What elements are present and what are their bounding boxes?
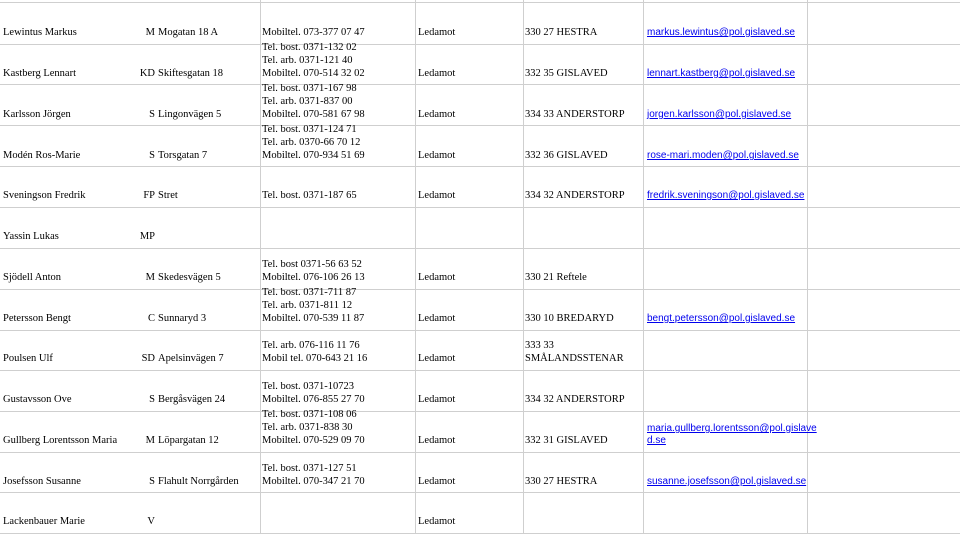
phone-number: Mobiltel. 076-106 26 13	[262, 272, 365, 283]
street-address: Skedesvägen 5	[158, 272, 221, 283]
member-name: Lewintus Markus	[3, 27, 77, 38]
grid-row-line	[0, 125, 960, 126]
email-text: maria.gullberg.lorentsson@pol.gislave	[647, 423, 817, 434]
party-code: C	[147, 313, 155, 324]
postal-address: 332 31 GISLAVED	[525, 435, 608, 446]
role-label: Ledamot	[418, 353, 456, 364]
phone-number: Tel. arb. 0371-811 12	[262, 300, 353, 311]
grid-column-line	[415, 0, 416, 533]
email-link[interactable]	[647, 190, 804, 202]
grid-column-line	[260, 0, 261, 533]
phone-number: Tel. bost. 0371-711 87	[262, 287, 357, 298]
party-code: M	[145, 27, 155, 38]
grid-row-line	[0, 84, 960, 85]
street-address: Bergåsvägen 24	[158, 394, 226, 405]
email-link[interactable]	[647, 27, 795, 39]
member-name: Kastberg Lennart	[3, 68, 76, 79]
email-text: lennart.kastberg@pol.gislaved.se	[647, 68, 796, 79]
party-code: S	[149, 394, 155, 405]
grid-column-line	[643, 0, 644, 533]
grid-row-line	[0, 207, 960, 208]
party-code: KD	[139, 68, 155, 79]
email-text: jorgen.karlsson@pol.gislaved.se	[647, 109, 792, 120]
phone-number: Tel. arb. 0371-838 30	[262, 422, 353, 433]
role-label: Ledamot	[418, 272, 456, 283]
grid-row-line	[0, 289, 960, 290]
member-name: Josefsson Susanne	[3, 476, 81, 487]
role-label: Ledamot	[418, 150, 456, 161]
street-address: Stret	[158, 190, 178, 201]
phone-number: Mobiltel. 070-539 11 87	[262, 313, 365, 324]
member-name: Sjödell Anton	[3, 272, 62, 283]
street-address: Lingonvägen 5	[158, 109, 222, 120]
phone-number: Mobiltel. 070-347 21 70	[262, 476, 365, 487]
grid-row-line	[0, 2, 960, 3]
phone-number: Mobiltel. 073-377 07 47	[262, 27, 365, 38]
street-address: Skiftesgatan 18	[158, 68, 224, 79]
postal-address: 334 32 ANDERSTORP	[525, 394, 625, 405]
role-label: Ledamot	[418, 476, 456, 487]
member-name: Petersson Bengt	[3, 313, 71, 324]
member-name: Yassin Lukas	[3, 231, 59, 242]
postal-address: SMÅLANDSSTENAR	[525, 353, 624, 364]
member-name: Lackenbauer Marie	[3, 516, 85, 527]
phone-number: Tel. bost. 0371-108 06	[262, 409, 357, 420]
postal-address: 332 36 GISLAVED	[525, 150, 608, 161]
email-link[interactable]	[647, 68, 795, 80]
postal-address: 330 27 HESTRA	[525, 476, 598, 487]
phone-number: Tel. bost. 0371-132 02	[262, 42, 357, 53]
grid-row-line	[0, 452, 960, 453]
grid-row-line	[0, 166, 960, 167]
role-label: Ledamot	[418, 516, 456, 527]
party-code: FP	[143, 190, 155, 201]
member-name: Poulsen Ulf	[3, 353, 53, 364]
party-code: MP	[139, 231, 155, 242]
role-label: Ledamot	[418, 435, 456, 446]
phone-number: Mobiltel. 070-934 51 69	[262, 150, 365, 161]
party-code: V	[147, 516, 155, 527]
street-address: Torsgatan 7	[158, 150, 208, 161]
grid-row-line	[0, 44, 960, 45]
postal-address: 334 33 ANDERSTORP	[525, 109, 625, 120]
grid-row-line	[0, 370, 960, 371]
role-label: Ledamot	[418, 109, 456, 120]
phone-number: Tel. bost. 0371-124 71	[262, 124, 357, 135]
member-name: Karlsson Jörgen	[3, 109, 71, 120]
email-text: markus.lewintus@pol.gislaved.se	[647, 27, 795, 38]
party-code: S	[149, 109, 155, 120]
party-code: SD	[141, 353, 155, 364]
role-label: Ledamot	[418, 394, 456, 405]
grid-row-line	[0, 411, 960, 412]
role-label: Ledamot	[418, 313, 456, 324]
postal-address: 330 27 HESTRA	[525, 27, 598, 38]
street-address: Flahult Norrgården	[158, 476, 239, 487]
email-link[interactable]	[647, 423, 817, 447]
member-name: Gustavsson Ove	[3, 394, 72, 405]
email-link[interactable]	[647, 109, 791, 121]
email-text: rose-mari.moden@pol.gislaved.se	[647, 150, 799, 161]
party-code: M	[145, 272, 155, 283]
role-label: Ledamot	[418, 27, 456, 38]
party-code: S	[149, 150, 155, 161]
postal-address: 330 10 BREDARYD	[525, 313, 614, 324]
street-address: Mogatan 18 A	[158, 27, 219, 38]
phone-number: Tel. bost. 0371-10723	[262, 381, 355, 392]
email-link[interactable]	[647, 476, 806, 488]
email-text: bengt.petersson@pol.gislaved.se	[647, 313, 796, 324]
phone-number: Tel. arb. 076-116 11 76	[262, 340, 360, 351]
street-address: Löpargatan 12	[158, 435, 219, 446]
grid-row-line	[0, 330, 960, 331]
member-name: Sveningson Fredrik	[3, 190, 86, 201]
role-label: Ledamot	[418, 68, 456, 79]
email-link[interactable]	[647, 150, 799, 162]
postal-address: 334 32 ANDERSTORP	[525, 190, 625, 201]
member-name: Modén Ros-Marie	[3, 150, 81, 161]
postal-address: 332 35 GISLAVED	[525, 68, 608, 79]
email-text: d.se	[647, 435, 666, 446]
phone-number: Tel. arb. 0371-837 00	[262, 96, 353, 107]
phone-number: Tel. bost. 0371-167 98	[262, 83, 357, 94]
member-name: Gullberg Lorentsson Maria	[3, 435, 118, 446]
role-label: Ledamot	[418, 190, 456, 201]
email-text: fredrik.sveningson@pol.gislaved.se	[647, 190, 805, 201]
phone-number: Mobil tel. 070-643 21 16	[262, 353, 368, 364]
grid-column-line	[523, 0, 524, 533]
phone-number: Tel. bost 0371-56 63 52	[262, 259, 362, 270]
phone-number: Tel. arb. 0371-121 40	[262, 55, 353, 66]
grid-row-line	[0, 248, 960, 249]
phone-number: Mobiltel. 070-514 32 02	[262, 68, 365, 79]
phone-number: Tel. arb. 0370-66 70 12	[262, 137, 361, 148]
phone-number: Mobiltel. 070-529 09 70	[262, 435, 365, 446]
street-address: Sunnaryd 3	[158, 313, 207, 324]
phone-number: Tel. bost. 0371-187 65	[262, 190, 357, 201]
grid-column-line	[807, 0, 808, 533]
phone-number: Mobiltel. 070-581 67 98	[262, 109, 365, 120]
street-address: Apelsinvägen 7	[158, 353, 224, 364]
postal-address: 330 21 Reftele	[525, 272, 587, 283]
party-code: S	[149, 476, 155, 487]
phone-number: Tel. bost. 0371-127 51	[262, 463, 357, 474]
phone-number: Mobiltel. 076-855 27 70	[262, 394, 365, 405]
email-text: susanne.josefsson@pol.gislaved.se	[647, 476, 807, 487]
grid-row-line	[0, 492, 960, 493]
postal-address: 333 33	[525, 340, 554, 351]
party-code: M	[145, 435, 155, 446]
email-link[interactable]	[647, 313, 795, 325]
